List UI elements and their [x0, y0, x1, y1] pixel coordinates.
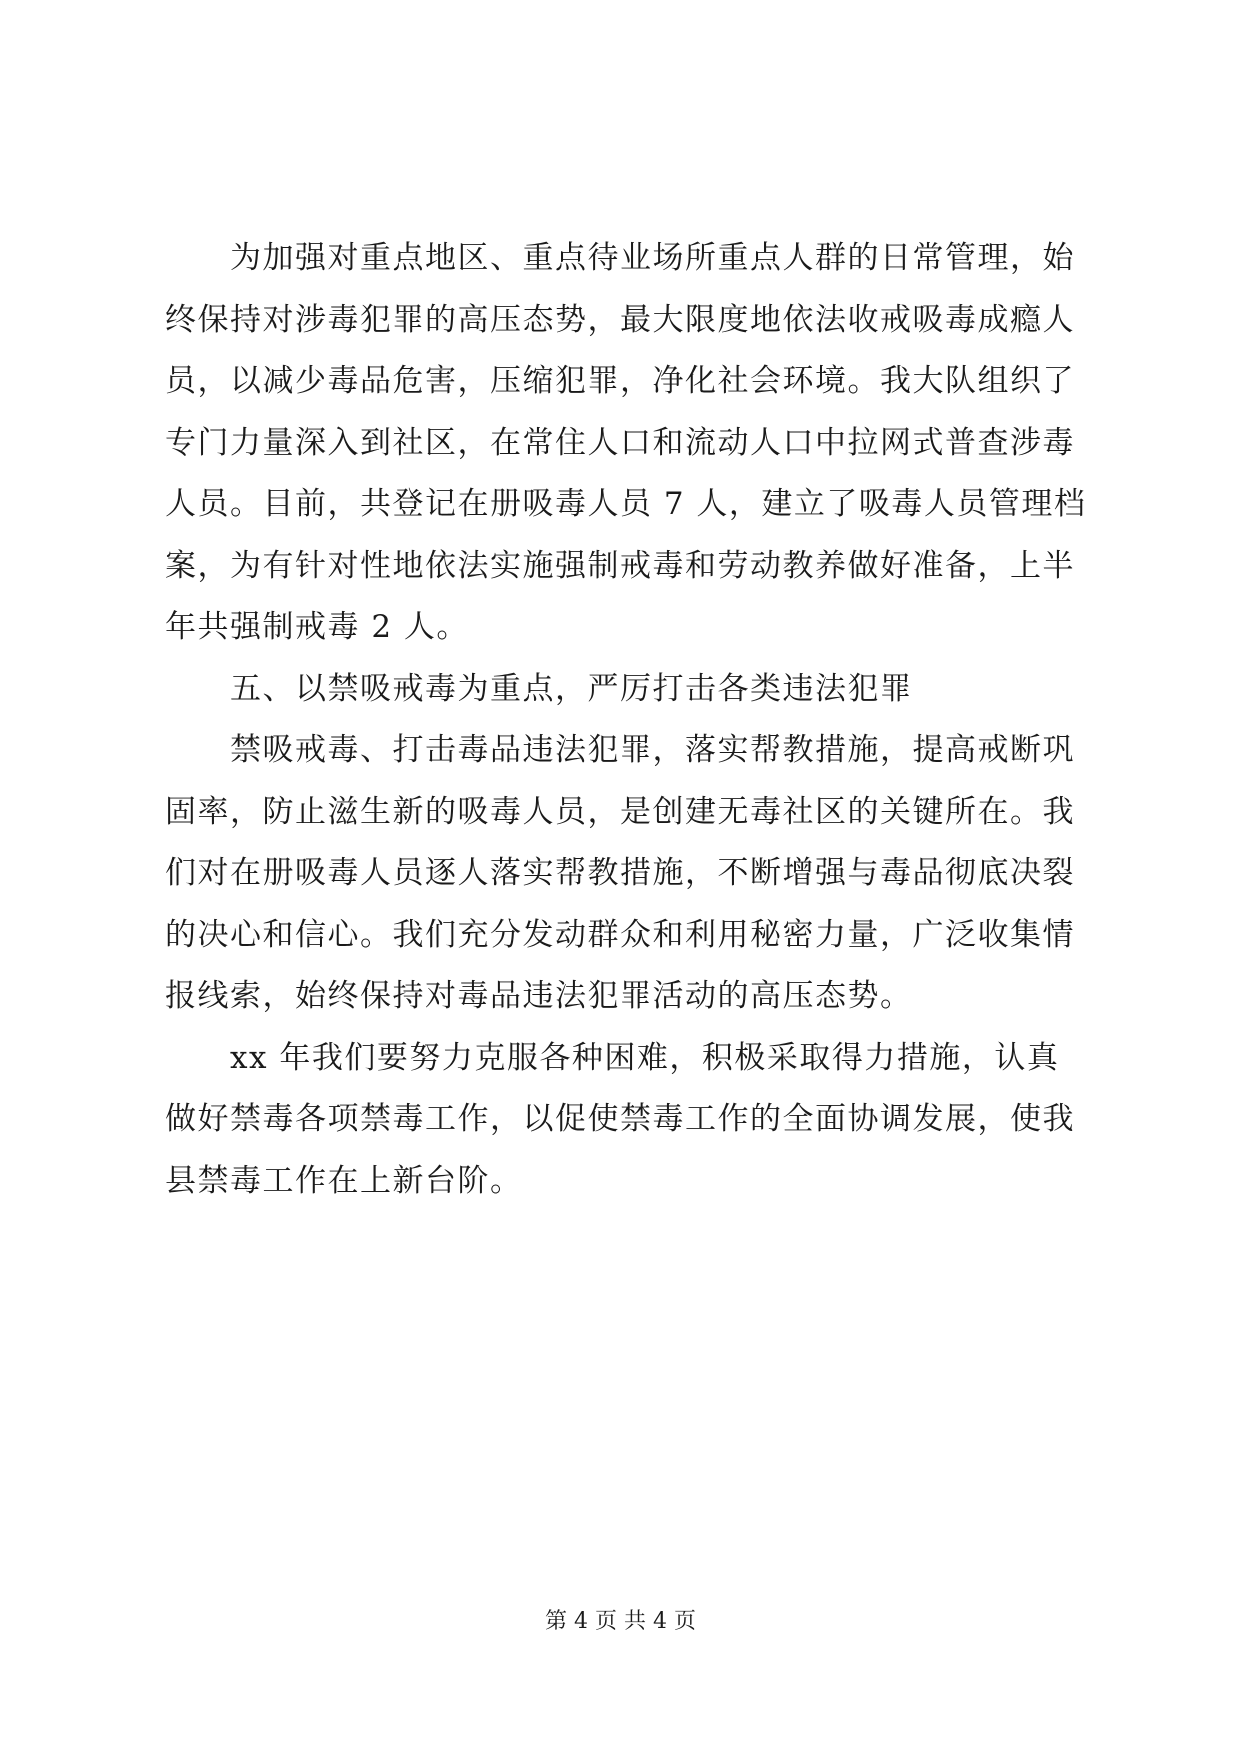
- section-heading-five: [165, 659, 1085, 721]
- text-line: 禁吸戒毒、打击毒品违法犯罪，落实帮教措施，提高戒断巩: [165, 732, 1075, 768]
- paragraph-drug-control: [165, 720, 1085, 1028]
- text-line: 固率，防止滋生新的吸毒人员，是创建无毒社区的关键所在。我: [165, 793, 1075, 830]
- page-footer: 第 4 页 共 4 页: [545, 1609, 696, 1634]
- text-line: 员，以减少毒品危害，压缩犯罪，净化社会环境。我大队组织了: [165, 363, 1075, 399]
- text-line: xx 年我们要努力克服各种困难，积极采取得力措施，认真: [165, 1039, 1060, 1076]
- paragraph-registration: [165, 228, 1085, 659]
- text-line: 报线索，始终保持对毒品违法犯罪活动的高压态势。: [165, 978, 913, 1014]
- text-line: 终保持对涉毒犯罪的高压态势，最大限度地依法收戒吸毒成瘾人: [165, 301, 1075, 338]
- text-line: 人员。目前，共登记在册吸毒人员 7 人，建立了吸毒人员管理档: [165, 486, 1087, 522]
- document-body: [165, 228, 1085, 1212]
- text-line: 的决心和信心。我们充分发动群众和利用秘密力量，广泛收集情: [165, 916, 1075, 953]
- text-line: 为加强对重点地区、重点待业场所重点人群的日常管理，始: [165, 240, 1075, 276]
- text-line: 专门力量深入到社区，在常住人口和流动人口中拉网式普查涉毒: [165, 424, 1075, 461]
- text-line: 案，为有针对性地依法实施强制戒毒和劳动教养做好准备，上半: [165, 547, 1075, 584]
- text-line: 年共强制戒毒 2 人。: [165, 609, 469, 645]
- text-line: 五、以禁吸戒毒为重点，严厉打击各类违法犯罪: [165, 670, 913, 707]
- text-line: 们对在册吸毒人员逐人落实帮教措施，不断增强与毒品彻底决裂: [165, 855, 1075, 891]
- paragraph-outlook: [165, 1028, 1085, 1213]
- text-line: 做好禁毒各项禁毒工作，以促使禁毒工作的全面协调发展，使我: [165, 1101, 1075, 1137]
- text-line: 县禁毒工作在上新台阶。: [165, 1162, 523, 1199]
